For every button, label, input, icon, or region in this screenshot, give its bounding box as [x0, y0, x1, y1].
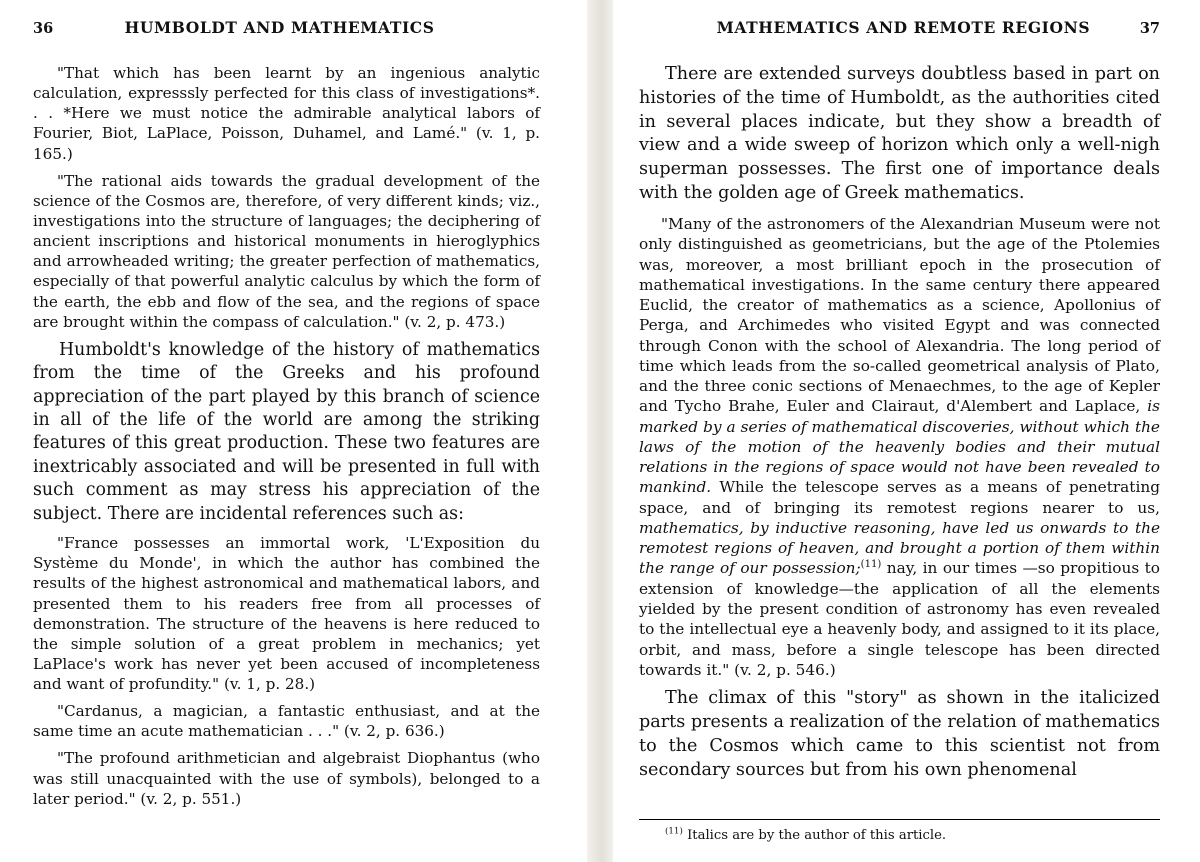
text-span: While the telescope serves as a means of penetrating space, and of bringing its remotest regions nearer to us,	[639, 478, 1160, 517]
left-page-number: 36	[33, 20, 54, 37]
paragraph-quote: "The profound arithmetician and algebraist Diophantus (who was still unacquainted with the use of symbols), belonged to a later period." (v. 2, p. 551.)	[33, 749, 540, 808]
left-running-head-title: HUMBOLDT AND MATHEMATICS	[124, 18, 435, 37]
left-page	[0, 0, 587, 862]
paragraph-quote: "The rational aids towards the gradual development of the science of the Cosmos are, therefore, of very different kinds; viz., investigations into the structure of languages; the deciphering of ancient inscriptions and historical monuments in hieroglyphics and arrowheaded writing; the greater perfection of mathematics, especially of that powerful analytic calculus by which the form of the earth, the ebb and flow of the sea, and the regions of space are brought within the compass of calculation." (v. 2, p. 473.)	[33, 171, 540, 331]
text-span: "Many of the astronomers of the Alexandrian Museum were not only distinguished as geometricians, but the age of the Ptolemies was, moreover, a most brilliant epoch in the prosecution of mathematical investigations. In the same century there appeared Euclid, the creator of mathematics as a science, Apollonius of Perga, and Archimedes who visited Egypt and was connected through Conon with the school of Alexandria. The long period of time which leads from the so-called geometrical analysis of Plato, and the three conic sections of Menaechmes, to the age of Kepler and Tycho Brahe, Euler and Clairaut, d'Alembert and Laplace,	[639, 214, 1160, 416]
footnote-rule	[639, 819, 1160, 820]
paragraph-quote: "That which has been learnt by an ingenious analytic calculation, expresssly perfected for this class of investigations*. . . *Here we must notice the admirable analytical labors of Fourier, Biot, LaPlace, Poisson, Duhamel, and Lamé." (v. 1, p. 165.)	[33, 64, 540, 163]
italic-span: mathematics, by inductive reasoning, have led us onwards to the remotest regions of heaven, and brought a portion of them within the range of our possession;	[639, 518, 1160, 578]
italic-span: is marked by a series of mathematical discoveries, without which the laws of the motion of the heavenly bodies and their mutual relations in the regions of space would not have been revealed to mankind.	[639, 397, 1160, 497]
paragraph-quote: "Cardanus, a magician, a fantastic enthusiast, and at the same time an acute mathematician . . ." (v. 2, p. 636.)	[33, 702, 540, 741]
paragraph-quote-rich	[639, 214, 1160, 680]
paragraph-main: Humboldt's knowledge of the history of mathematics from the time of the Greeks and his profound appreciation of the part played by this branch of science in all of the life of the world are among the striking features of this great production. These two features are inextricably associated and will be presented in full with such comment as may stress his appreciation of the subject. There are incidental references such as:	[33, 339, 540, 524]
footnote-text	[639, 827, 1160, 844]
right-running-head-title: MATHEMATICS AND REMOTE REGIONS	[716, 18, 1091, 37]
right-page-number: 37	[1139, 20, 1160, 37]
text-span: nay, in our times —so propitious to extension of knowledge—the application of all the elements yielded by the present condition of astronomy has even revealed to the intellectual eye a heavenly body, and assigned to it its place, orbit, and mass, before a single telescope has been directed towards it." (v. 2, p. 546.)	[639, 559, 1160, 679]
footnote-body: Italics are by the author of this article.	[687, 827, 947, 843]
footnote-marker: (11)	[665, 826, 683, 837]
paragraph-quote: "France possesses an immortal work, 'L'Exposition du Système du Monde', in which the author has combined the results of the highest astronomical and mathematical labors, and presented them to his readers free from all processes of demonstration. The structure of the heavens is here reduced to the simple solution of a great problem in mechanics; yet LaPlace's work has never yet been accused of incompleteness and want of profundity." (v. 1, p. 28.)	[33, 534, 540, 694]
left-running-head	[33, 18, 540, 37]
footnote-area	[639, 819, 1160, 844]
right-running-head	[639, 18, 1160, 37]
paragraph-main: The climax of this "story" as shown in the italicized parts presents a realization of the relation of mathematics to the Cosmos which came to this scientist not from secondary sources but from his own phenomenal	[639, 688, 1160, 780]
footnote-reference[interactable]: (11)	[860, 559, 882, 571]
paragraph-main: There are extended surveys doubtless based in part on histories of the time of Humboldt, as the authorities cited in several places indicate, but they show a breadth of view and a wide sweep of horizon which only a well-nigh superman possesses. The first one of importance deals with the golden age of Greek mathematics.	[639, 64, 1160, 204]
right-page	[587, 0, 1200, 862]
